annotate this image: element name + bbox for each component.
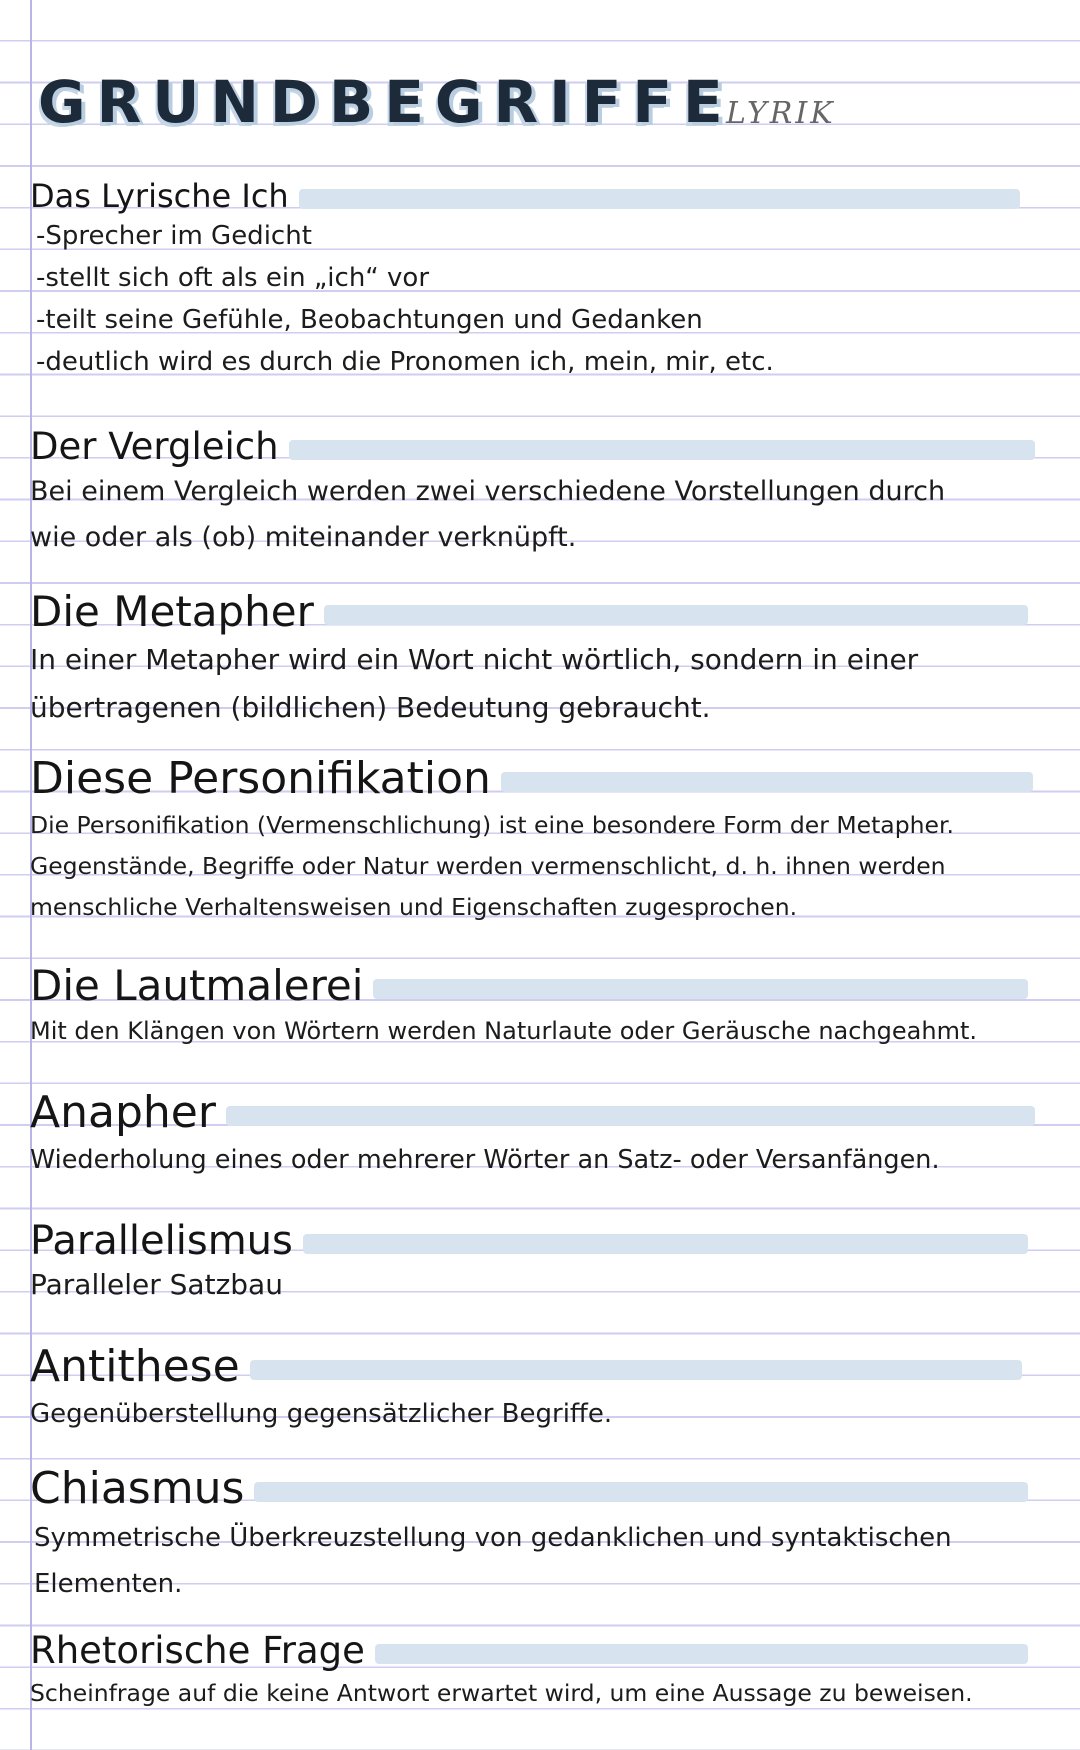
text-line: Paralleler Satzbau	[30, 1268, 283, 1301]
section-text	[30, 1515, 1050, 1607]
section-heading: Der Vergleich	[30, 425, 279, 468]
text-line: übertragenen (bildlichen) Bedeutung gebraucht.	[30, 691, 711, 725]
heading-highlight-bar	[299, 189, 1020, 209]
section-metapher	[30, 588, 1050, 732]
section-text	[30, 1673, 1050, 1713]
bullet-item: -deutlich wird es durch die Pronomen ich, mein, mir, etc.	[36, 346, 774, 377]
text-line: In einer Metapher wird ein Wort nicht wörtlich, sondern in einer	[30, 643, 919, 677]
section-heading-row	[30, 1218, 1028, 1264]
section-heading-row	[30, 426, 1035, 469]
section-heading: Diese Personifikation	[30, 753, 491, 804]
page-header	[34, 62, 1034, 142]
section-lyrisches-ich	[30, 178, 1050, 383]
section-heading: Chiasmus	[30, 1463, 245, 1514]
section-heading: Rhetorische Frage	[30, 1629, 365, 1672]
heading-highlight-bar	[250, 1360, 1022, 1380]
section-heading: Die Lautmalerei	[30, 961, 364, 1010]
heading-highlight-bar	[373, 979, 1028, 999]
bullet-item: -Sprecher im Gedicht	[36, 220, 312, 251]
text-line: Scheinfrage auf die keine Antwort erwartet wird, um eine Aussage zu beweisen.	[30, 1678, 973, 1707]
page-subtitle: LYRIK	[726, 96, 836, 131]
section-heading: Parallelismus	[30, 1218, 293, 1264]
section-text	[30, 636, 1050, 732]
heading-highlight-bar	[324, 605, 1028, 625]
section-heading-row	[30, 754, 1033, 805]
section-heading-row	[30, 1464, 1028, 1515]
section-vergleich	[30, 426, 1050, 561]
heading-highlight-bar	[375, 1644, 1028, 1664]
section-text	[30, 1264, 1050, 1306]
section-anapher	[30, 1088, 1050, 1181]
bullet-list	[30, 215, 1050, 383]
section-chiasmus	[30, 1464, 1050, 1607]
section-heading: Anapher	[30, 1087, 216, 1138]
section-heading-row	[30, 1342, 1022, 1393]
text-line: Symmetrische Überkreuzstellung von gedanklichen und syntaktischen	[34, 1522, 952, 1553]
text-line: Wiederholung eines oder mehrerer Wörter an Satz- oder Versanfängen.	[30, 1144, 940, 1175]
page-title: GRUNDBEGRIFFE	[38, 68, 734, 136]
section-antithese	[30, 1342, 1050, 1435]
section-text	[30, 1139, 1050, 1181]
text-line: Mit den Klängen von Wörtern werden Naturlaute oder Geräusche nachgeahmt.	[30, 1017, 977, 1046]
section-text	[30, 1010, 1050, 1052]
section-heading-row	[30, 178, 1020, 215]
text-line: Gegenüberstellung gegensätzlicher Begriffe.	[30, 1398, 613, 1429]
heading-highlight-bar	[226, 1106, 1035, 1126]
section-rhetorische-frage	[30, 1630, 1050, 1713]
section-parallelismus	[30, 1218, 1050, 1306]
text-line: Elementen.	[34, 1568, 183, 1599]
section-heading-row	[30, 1088, 1035, 1139]
section-lautmalerei	[30, 962, 1050, 1052]
heading-highlight-bar	[289, 440, 1035, 460]
section-text	[30, 469, 1050, 561]
section-heading-row	[30, 962, 1028, 1010]
section-heading-row	[30, 588, 1028, 636]
text-line: Gegenstände, Begriffe oder Natur werden vermenschlicht, d. h. ihnen werden	[30, 851, 946, 880]
section-text	[30, 1393, 1050, 1435]
bullet-item: -stellt sich oft als ein „ich“ vor	[36, 262, 430, 293]
section-heading-row	[30, 1630, 1028, 1673]
bullet-item: -teilt seine Gefühle, Beobachtungen und Gedanken	[36, 304, 703, 335]
text-line: Die Personifikation (Vermenschlichung) ist eine besondere Form der Metapher.	[30, 810, 954, 839]
section-heading: Antithese	[30, 1341, 240, 1392]
section-personifikation	[30, 754, 1050, 928]
text-line: Bei einem Vergleich werden zwei verschiedene Vorstellungen durch	[30, 475, 946, 507]
heading-highlight-bar	[303, 1234, 1028, 1254]
heading-highlight-bar	[501, 772, 1033, 792]
section-text	[30, 805, 1050, 928]
text-line: wie oder als (ob) miteinander verknüpft.	[30, 521, 577, 553]
heading-highlight-bar	[254, 1482, 1028, 1502]
section-heading: Das Lyrische Ich	[30, 177, 289, 215]
section-heading: Die Metapher	[30, 587, 314, 636]
text-line: menschliche Verhaltensweisen und Eigenschaften zugesprochen.	[30, 892, 798, 921]
